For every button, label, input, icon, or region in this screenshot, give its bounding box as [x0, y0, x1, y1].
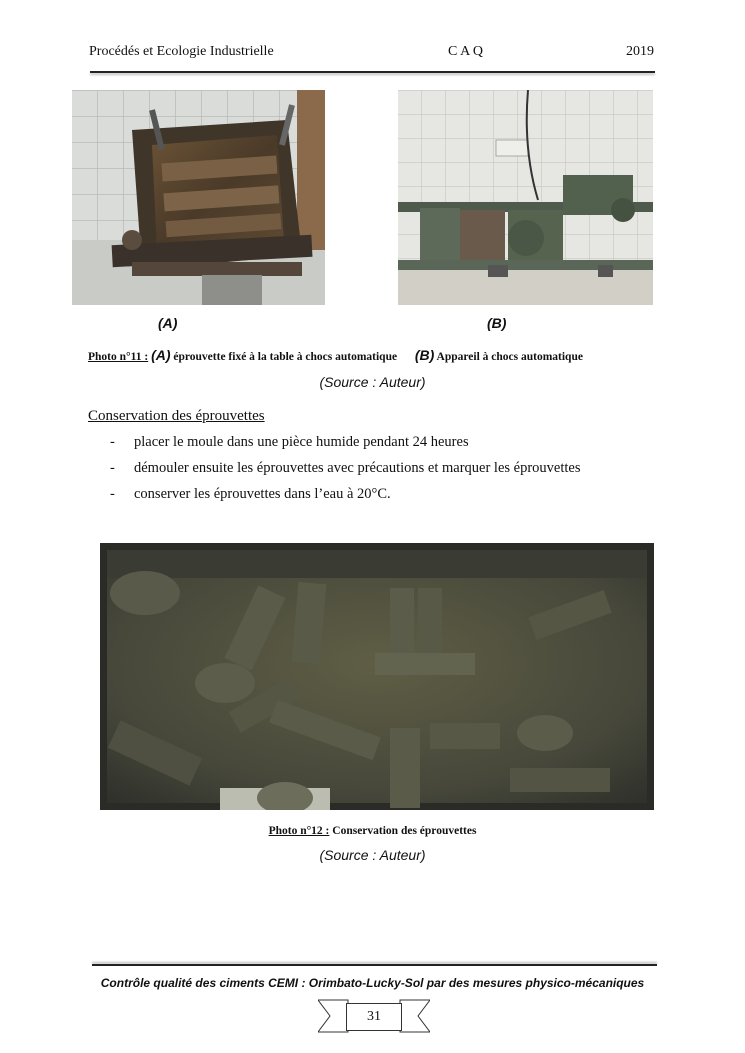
bullet-item	[110, 460, 581, 477]
header-center: C A Q	[448, 44, 484, 59]
photo-b-label: (B)	[487, 315, 507, 331]
photo-a-image	[72, 90, 325, 305]
bullet-text: démouler ensuite les éprouvettes avec précautions et marquer les éprouvettes	[134, 460, 581, 476]
header-right: 2019	[626, 44, 654, 59]
photo-11-source: (Source : Auteur)	[319, 374, 426, 390]
footer-rule	[92, 964, 657, 966]
photo-a-label: (A)	[158, 315, 178, 331]
photo-b-apparatus	[398, 90, 653, 305]
photo-b-image	[398, 90, 653, 305]
bullet-item	[110, 486, 391, 503]
header-rule	[90, 71, 655, 73]
photo-a-mould	[72, 90, 325, 305]
photo-11-caption-a-tag: (A)	[151, 347, 171, 363]
bullet-text: placer le moule dans une pièce humide pendant 24 heures	[134, 434, 469, 450]
photo-12-curing-tank	[100, 543, 654, 810]
footer-text: Contrôle qualité des ciments CEMI : Orimbato-Lucky-Sol par des mesures physico-mécaniques	[100, 976, 645, 990]
page-number: 31	[346, 1003, 402, 1031]
photo-11-caption-b-text: Appareil à chocs automatique	[436, 351, 583, 363]
bullet-item	[110, 434, 469, 451]
photo-12-caption-prefix: Photo n°12 :	[268, 825, 330, 837]
photo-12-image	[100, 543, 654, 810]
photo-12-caption	[0, 825, 745, 837]
bullet-dash: -	[110, 486, 115, 502]
photo-11-caption-b-tag: (B)	[414, 347, 435, 363]
bullet-dash: -	[110, 434, 115, 450]
photo-11-caption-a-text: éprouvette fixé à la table à chocs automatique	[173, 351, 398, 363]
bullet-text: conserver les éprouvettes dans l’eau à 20°C.	[134, 486, 391, 502]
photo-12-source: (Source : Auteur)	[319, 847, 426, 863]
photo-11-caption	[88, 347, 583, 363]
photo-12-caption-text: Conservation des éprouvettes	[332, 825, 477, 837]
section-title: Conservation des éprouvettes	[88, 408, 265, 424]
photo-11-caption-prefix: Photo n°11 :	[88, 351, 149, 363]
header-left: Procédés et Ecologie Industrielle	[89, 44, 274, 59]
bullet-dash: -	[110, 460, 115, 476]
